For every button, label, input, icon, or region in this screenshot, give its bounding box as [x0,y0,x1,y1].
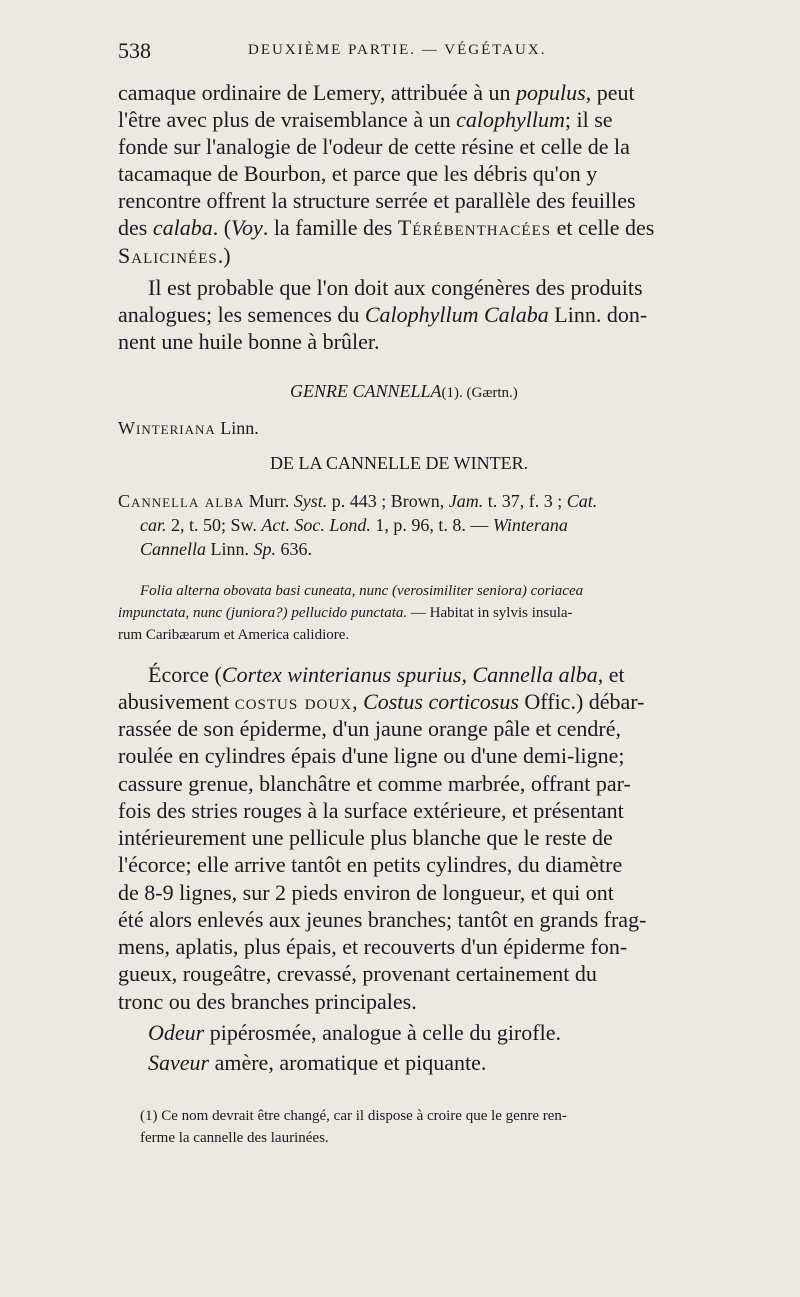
text-line: de 8-9 lignes, sur 2 pieds environ de longueur, et qui ont [118,880,614,905]
synonymy-line: car. 2, t. 50; Sw. Act. Soc. Lond. 1, p. 96, t. 8. — Winterana [140,515,568,535]
running-header [118,38,760,66]
text-line: fois des stries rouges à la surface extérieure, et présentant [118,798,624,823]
text-line: gueux, rougeâtre, crevassé, provenant certainement du [118,961,597,986]
text-line: abusivement costus doux, Costus corticosus Offic.) débar- [118,689,645,714]
text-line: analogues; les semences du Calophyllum Calaba Linn. don- [118,302,648,327]
species-title: DE LA CANNELLE DE WINTER. [270,453,529,473]
text-line: roulée en cylindres épais d'une ligne ou d'une demi-ligne; [118,743,625,768]
text-line: tacamaque de Bourbon, et parce que les débris qu'on y [118,161,598,186]
odeur-line: Odeur pipérosmée, analogue à celle du girofle. [148,1020,561,1045]
footnote-line: ferme la cannelle des laurinées. [140,1130,329,1146]
genus-heading: GENRE CANNELLA(1). (Gærtn.) [290,381,518,401]
text-line: mens, aplatis, plus épais, et recouverts d'un épiderme fon- [118,934,628,959]
running-title: DEUXIÈME PARTIE. — VÉGÉTAUX. [248,42,547,58]
saveur-line: Saveur amère, aromatique et piquante. [148,1050,487,1075]
text-line: camaque ordinaire de Lemery, attribuée à un populus, peut [118,80,635,105]
text-line: intérieurement une pellicule plus blanche que le reste de [118,825,613,850]
text-line: tronc ou des branches principales. [118,989,417,1014]
paragraph-start: Écorce (Cortex winterianus spurius, Cannella alba, et [148,662,625,687]
text-line: rassée de son épiderme, d'un jaune orange pâle et cendré, [118,716,622,741]
description-line: Folia alterna obovata basi cuneata, nunc (verosimiliter seniora) coriacea [140,583,584,599]
page-number: 538 [118,38,151,63]
synonymy-line: Cannella alba Murr. Syst. p. 443 ; Brown, Jam. t. 37, f. 3 ; Cat. [118,491,598,511]
text-line: l'écorce; elle arrive tantôt en petits cylindres, du diamètre [118,852,623,877]
text-line: Salicinées.) [118,243,231,268]
synonymy-line: Cannella Linn. Sp. 636. [140,539,312,559]
description-line: impunctata, nunc (juniora?) pellucido punctata. — Habitat in sylvis insula- [118,605,573,621]
text-line: fonde sur l'analogie de l'odeur de cette résine et celle de la [118,134,630,159]
text-line: rencontre offrent la structure serrée et parallèle des feuilles [118,188,636,213]
text-line: nent une huile bonne à brûler. [118,329,380,354]
text-line: été alors enlevés aux jeunes branches; tantôt en grands frag- [118,907,647,932]
text-line: l'être avec plus de vraisemblance à un calophyllum; il se [118,107,613,132]
species-name: Winteriana Linn. [118,418,259,438]
footnote-line: (1) Ce nom devrait être changé, car il dispose à croire que le genre ren- [140,1108,567,1124]
text-line: des calaba. (Voy. la famille des Térébenthacées et celle des [118,215,655,240]
text-line: cassure grenue, blanchâtre et comme marbrée, offrant par- [118,771,631,796]
paragraph-start: Il est probable que l'on doit aux congénères des produits [148,275,643,300]
description-line: rum Caribæarum et America calidiore. [118,627,350,643]
